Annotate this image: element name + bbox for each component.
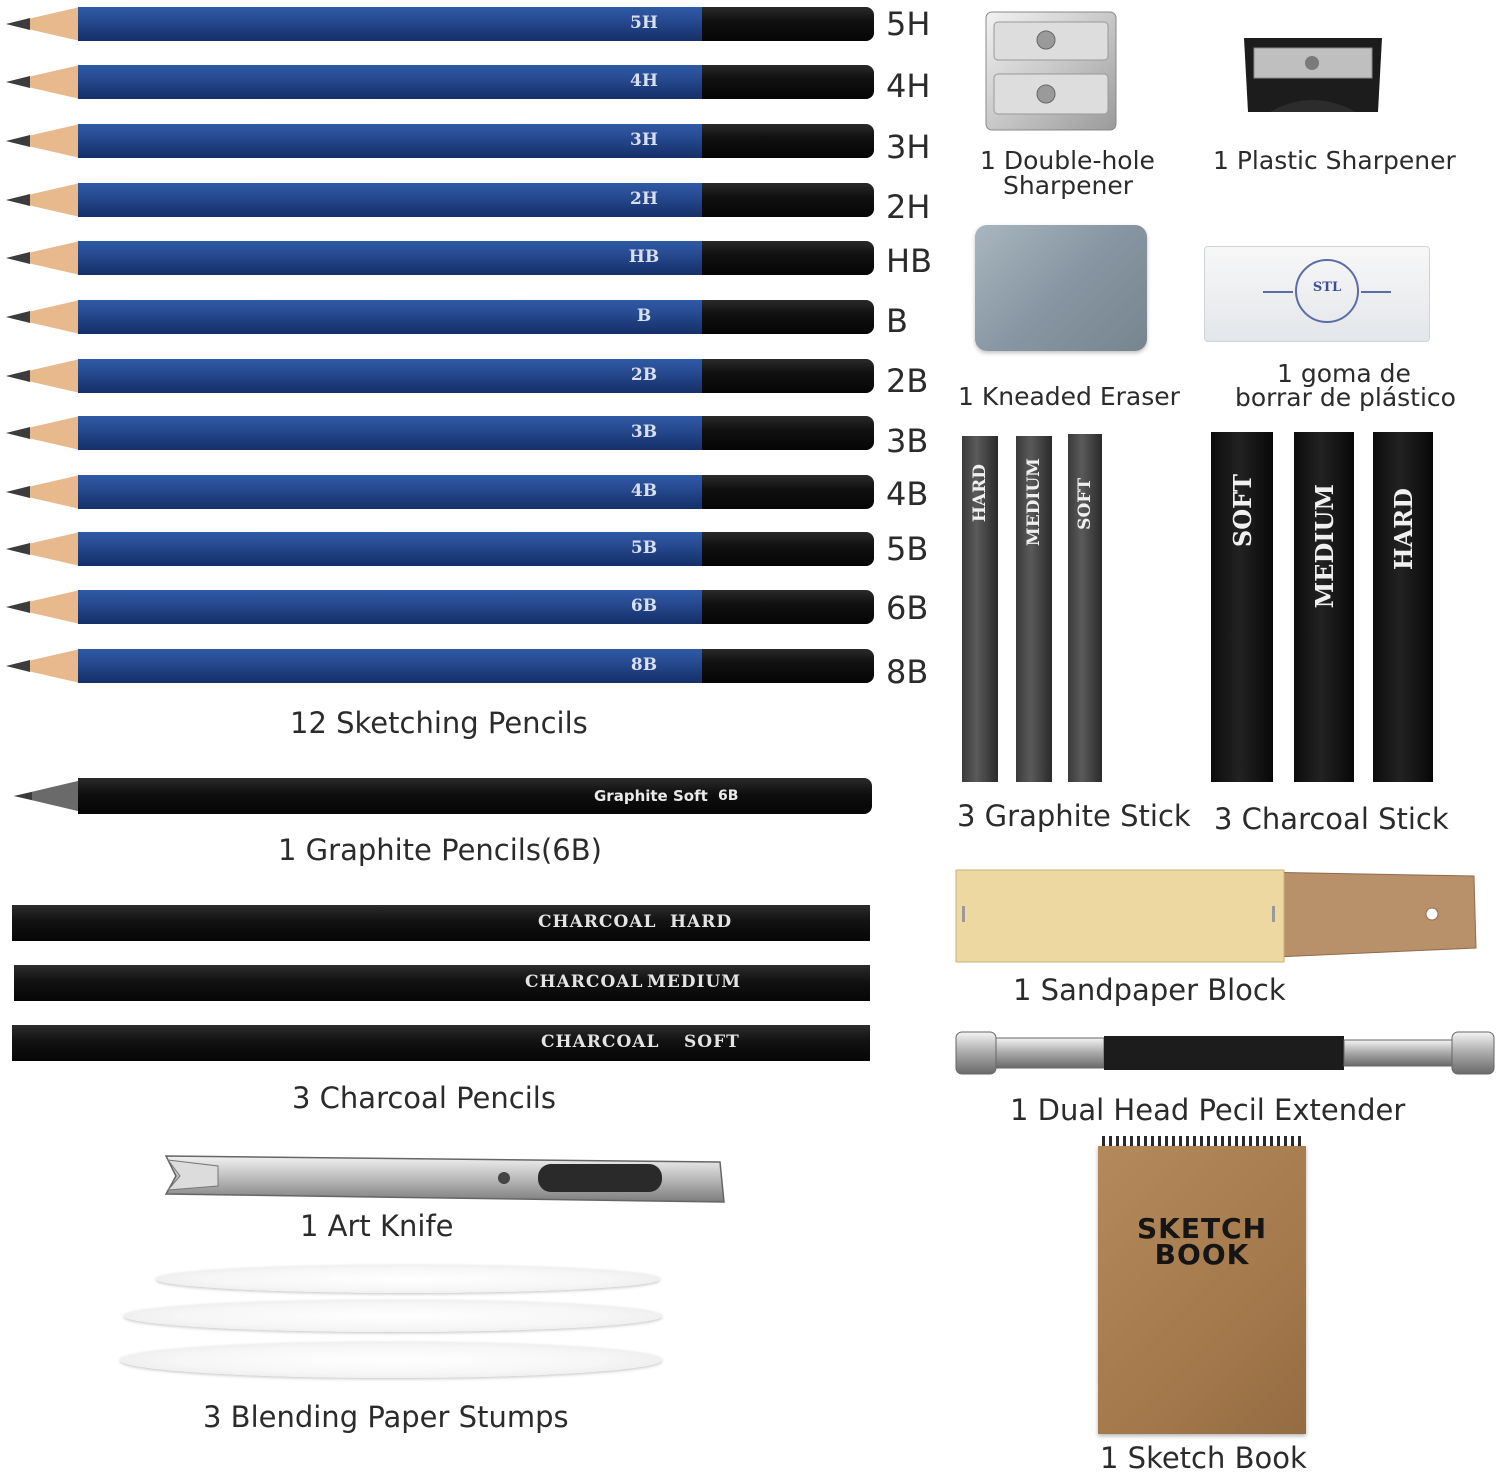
pencil-tip — [4, 589, 82, 625]
sketching-pencil — [4, 474, 870, 510]
sketch-book — [1098, 1136, 1306, 1434]
pencil-end — [702, 649, 874, 683]
art-knife — [158, 1152, 730, 1208]
pencil-print-grade: 3H — [630, 130, 658, 150]
pencil-print-grade: 8B — [630, 655, 658, 675]
pencil-grade-label: 4B — [886, 475, 929, 513]
plastic-eraser-caption-line1: 1 goma de — [1277, 359, 1411, 388]
pencil-end — [702, 124, 874, 158]
pencil-end — [702, 359, 874, 393]
kneaded-eraser — [975, 225, 1147, 351]
pencil-tip — [4, 415, 82, 451]
graphite-pencil-grade: 6B — [718, 788, 739, 804]
double-hole-sharpener — [982, 8, 1122, 134]
blending-stump-1 — [156, 1265, 660, 1293]
sketching-pencil — [4, 648, 870, 684]
charcoal-sticks-caption: 3 Charcoal Stick — [1214, 802, 1449, 836]
art-knife-caption: 1 Art Knife — [300, 1209, 454, 1243]
sketching-pencil — [4, 182, 870, 218]
charcoal-pencil-grade: HARD — [670, 912, 733, 932]
graphite-pencil-print: Graphite Soft — [594, 787, 708, 805]
pencil-grade-label: 6B — [886, 589, 929, 627]
pencil-end — [702, 241, 874, 275]
pencil-tip — [4, 474, 82, 510]
sketching-pencil — [4, 123, 870, 159]
pencil-end — [702, 300, 874, 334]
pencil-end — [702, 475, 874, 509]
charcoal-pencil-brand: CHARCOAL — [541, 1032, 660, 1052]
sketching-pencil — [4, 299, 870, 335]
charcoal-pencil-brand: CHARCOAL — [525, 972, 644, 992]
pencil-print-grade: 3B — [630, 422, 658, 442]
sketching-pencil — [4, 6, 870, 42]
sketching-pencil — [4, 64, 870, 100]
charcoal-pencil-hard — [12, 905, 870, 941]
charcoal-pencil-soft — [12, 1025, 870, 1061]
pencil-print-grade: 6B — [630, 596, 658, 616]
pencil-tip — [4, 648, 82, 684]
graphite-stick-hard: HARD — [962, 436, 998, 782]
pencil-tip — [4, 182, 82, 218]
pencil-end — [702, 590, 874, 624]
pencil-grade-label: 3B — [886, 422, 929, 460]
charcoal-pencil-grade: SOFT — [684, 1032, 740, 1052]
pencil-grade-label: HB — [886, 242, 933, 280]
sketching-pencil — [4, 240, 870, 276]
charcoal-pencil-grade: MEDIUM — [647, 972, 742, 992]
sandpaper-block — [954, 868, 1478, 964]
pencil-print-grade: 5H — [630, 13, 658, 33]
plastic-sharpener — [1240, 32, 1386, 118]
pencil-tip — [4, 6, 82, 42]
blending-stump-3 — [120, 1342, 662, 1378]
pencil-print-grade: 4B — [630, 481, 658, 501]
pencil-tip — [4, 531, 82, 567]
pencil-grade-label: 3H — [886, 128, 931, 166]
charcoal-stick-soft: SOFT — [1211, 432, 1273, 782]
pencil-grade-label: 5H — [886, 5, 931, 43]
blending-stumps-caption: 3 Blending Paper Stumps — [203, 1400, 569, 1434]
pencil-end — [702, 532, 874, 566]
graphite-sticks-caption: 3 Graphite Stick — [957, 799, 1191, 833]
plastic-eraser-caption-line2: borrar de plástico — [1235, 383, 1456, 412]
pencil-grade-label: 2B — [886, 362, 929, 400]
pencil-end — [702, 7, 874, 41]
plastic-eraser — [1204, 246, 1430, 342]
sketch-book-cover-line1: SKETCH — [1136, 1212, 1268, 1245]
graphite-pencil — [12, 778, 872, 814]
charcoal-stick-hard: HARD — [1373, 432, 1433, 782]
pencil-print-grade: 4H — [630, 71, 658, 91]
kneaded-eraser-caption: 1 Kneaded Eraser — [958, 382, 1180, 411]
pencil-tip — [4, 64, 82, 100]
pencil-grade-label: 8B — [886, 653, 929, 691]
sandpaper-block-caption: 1 Sandpaper Block — [1013, 973, 1286, 1007]
sketch-book-cover-line2: BOOK — [1154, 1238, 1250, 1271]
pencil-extender-caption: 1 Dual Head Pecil Extender — [1010, 1093, 1406, 1127]
sketching-pencil — [4, 415, 870, 451]
plastic-sharpener-caption: 1 Plastic Sharpener — [1213, 146, 1456, 175]
graphite-stick-medium: MEDIUM — [1016, 436, 1052, 782]
sketching-pencil — [4, 531, 870, 567]
pencil-print-grade: 5B — [630, 538, 658, 558]
pencil-print-grade: 2B — [630, 365, 658, 385]
pencil-end — [702, 416, 874, 450]
pencil-grade-label: 2H — [886, 188, 931, 226]
pencil-grade-label: B — [886, 302, 908, 340]
sketching-pencil — [4, 358, 870, 394]
eraser-logo: STL — [1312, 280, 1342, 295]
pencil-print-grade: HB — [628, 247, 660, 267]
blending-stump-2 — [124, 1300, 662, 1332]
pencil-end — [702, 183, 874, 217]
pencil-print-grade: 2H — [630, 189, 658, 209]
graphite-stick-soft: SOFT — [1068, 434, 1102, 782]
pencil-print-grade: B — [636, 306, 652, 326]
pencil-end — [702, 65, 874, 99]
pencil-tip — [4, 358, 82, 394]
pencil-tip — [4, 240, 82, 276]
charcoal-pencils-caption: 3 Charcoal Pencils — [292, 1081, 556, 1115]
charcoal-stick-medium: MEDIUM — [1294, 432, 1354, 782]
sketching-pencils-caption: 12 Sketching Pencils — [290, 706, 588, 740]
sketching-pencil — [4, 589, 870, 625]
sketch-book-caption: 1 Sketch Book — [1100, 1441, 1307, 1475]
pencil-tip — [4, 123, 82, 159]
pencil-tip — [4, 299, 82, 335]
graphite-pencil-caption: 1 Graphite Pencils(6B) — [278, 833, 602, 867]
charcoal-pencil-brand: CHARCOAL — [538, 912, 657, 932]
double-hole-sharpener-caption-line2: Sharpener — [1003, 171, 1134, 200]
charcoal-pencil-medium — [14, 965, 870, 1001]
pencil-grade-label: 4H — [886, 67, 931, 105]
double-hole-sharpener-caption-line1: 1 Double-hole — [980, 146, 1155, 175]
pencil-grade-label: 5B — [886, 530, 929, 568]
pencil-extender — [952, 1026, 1498, 1080]
